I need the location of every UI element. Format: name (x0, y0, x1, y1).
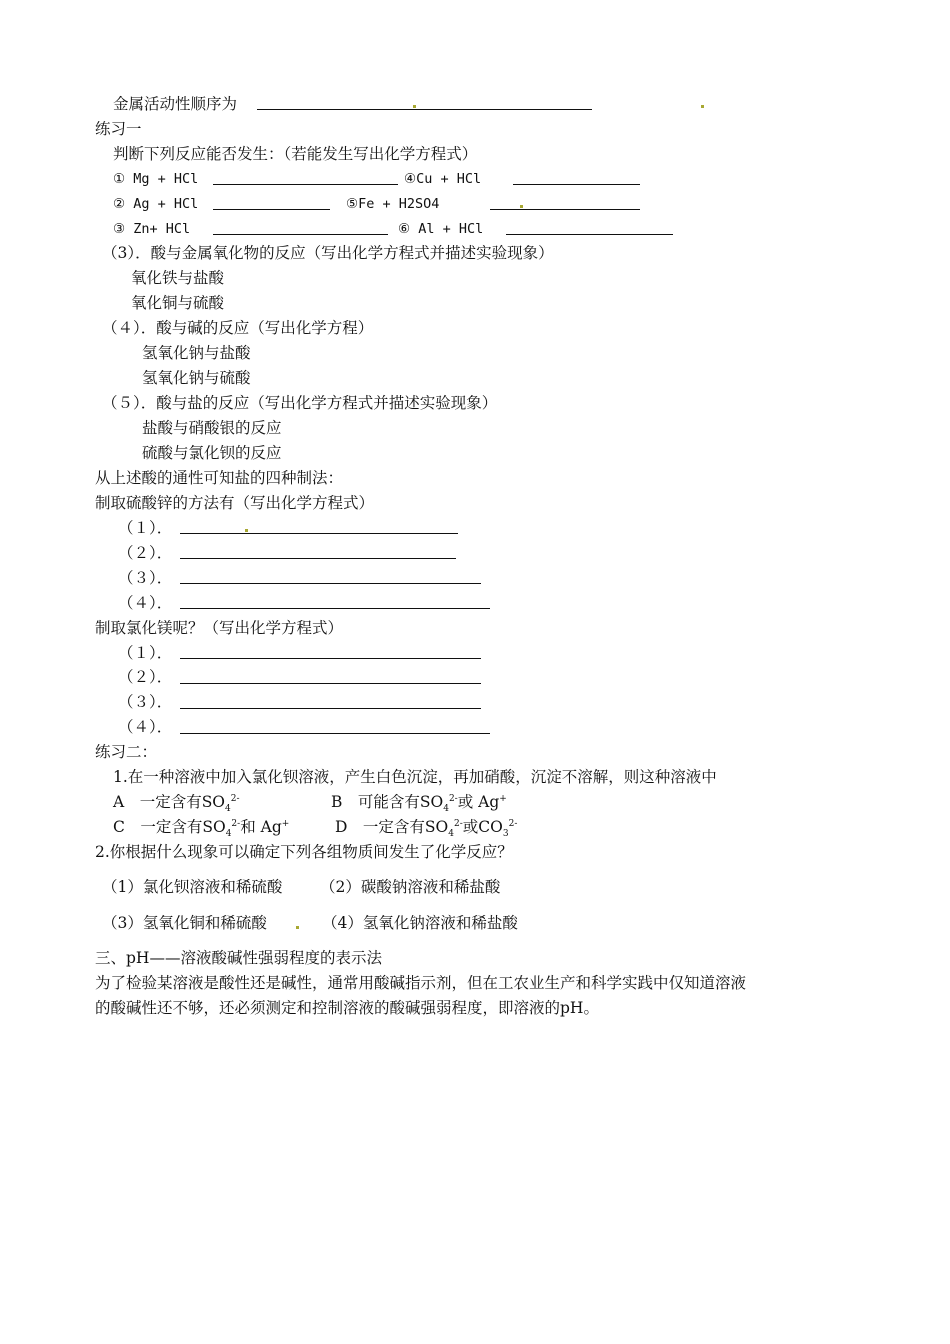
znso4-number: （１）． (118, 519, 173, 537)
answer-blank[interactable] (180, 708, 481, 709)
option-b: B 可能含有$SO_4^{2-}$或 Ag+ (331, 793, 507, 815)
section-3-title: （3）．酸与金属氧化物的反应（写出化学方程式并描述实验现象） (102, 244, 554, 262)
question-2-item: （3）氢氧化铜和稀硫酸 (102, 914, 267, 932)
znso4-title: 制取硫酸锌的方法有（写出化学方程式） (95, 494, 375, 512)
speck-mark (520, 205, 523, 208)
mgcl2-number: （４）． (118, 718, 173, 736)
section-4-title: （４）．酸与碱的反应（写出化学方程） (102, 319, 374, 337)
answer-blank[interactable] (180, 658, 481, 659)
section-4-item: 氢氧化钠与盐酸 (142, 344, 251, 362)
reaction-item: ⑥ Al + HCl (398, 221, 484, 237)
answer-blank[interactable] (213, 184, 398, 185)
znso4-number: （４）． (118, 594, 173, 612)
question-1: 1.在一种溶液中加入氯化钡溶液，产生白色沉淀，再加硝酸，沉淀不溶解，则这种溶液中 (113, 768, 717, 786)
answer-blank[interactable] (180, 733, 490, 734)
answer-blank[interactable] (180, 683, 481, 684)
speck-mark (701, 105, 704, 108)
reaction-item: ④Cu + HCl (404, 171, 482, 187)
section-5-item: 盐酸与硝酸银的反应 (142, 419, 282, 437)
salt-methods-intro: 从上述酸的通性可知盐的四种制法： (95, 469, 344, 487)
reaction-item: ① Mg + HCl (113, 171, 199, 187)
section-4-item: 氢氧化钠与硫酸 (142, 369, 251, 387)
section-3-item: 氧化铁与盐酸 (131, 269, 225, 287)
mgcl2-number: （３）． (118, 693, 173, 711)
speck-mark (413, 105, 416, 108)
answer-blank[interactable] (490, 209, 640, 210)
question-2-item: （2）碳酸钠溶液和稀盐酸 (320, 878, 501, 896)
znso4-number: （２）． (118, 544, 173, 562)
exercise-2-title: 练习二： (95, 743, 158, 761)
question-2-item: （1）氯化钡溶液和稀硫酸 (102, 878, 283, 896)
answer-blank[interactable] (180, 558, 456, 559)
mgcl2-title: 制取氯化镁呢？（写出化学方程式） (95, 619, 344, 637)
question-2: 2.你根据什么现象可以确定下列各组物质间发生了化学反应？ (95, 843, 513, 861)
section-3-item: 氧化铜与硫酸 (131, 294, 225, 312)
speck-mark (296, 926, 299, 929)
ph-section-title: 三、pH——溶液酸碱性强弱程度的表示法 (95, 949, 382, 967)
answer-blank[interactable] (513, 184, 640, 185)
option-c: C 一定含有$SO_4^{2-}$和 Ag+ (113, 818, 290, 840)
mgcl2-number: （２）． (118, 668, 173, 686)
activity-series-label: 金属活动性顺序为 (113, 95, 238, 113)
option-d: D 一定含有$SO_4^{2-}$或$CO_3^{2-}$ (335, 818, 518, 840)
answer-blank[interactable] (180, 608, 490, 609)
speck-mark (245, 529, 248, 532)
answer-blank[interactable] (180, 533, 458, 534)
reaction-item: ③ Zn+ HCl (113, 221, 191, 237)
exercise-1-prompt: 判断下列反应能否发生：（若能发生写出化学方程式） (113, 145, 478, 163)
answer-blank[interactable] (506, 234, 673, 235)
section-5-item: 硫酸与氯化钡的反应 (142, 444, 282, 462)
answer-blank[interactable] (213, 234, 388, 235)
exercise-1-title: 练习一 (95, 120, 142, 138)
ph-paragraph-line: 为了检验某溶液是酸性还是碱性，通常用酸碱指示剂，但在工农业生产和科学实践中仅知道溶液 (95, 974, 747, 992)
answer-blank[interactable] (257, 109, 592, 110)
answer-blank[interactable] (213, 209, 330, 210)
answer-blank[interactable] (180, 583, 481, 584)
mgcl2-number: （１）． (118, 644, 173, 662)
znso4-number: （３）． (118, 569, 173, 587)
question-2-item: （4）氢氧化钠溶液和稀盐酸 (322, 914, 518, 932)
section-5-title: （５）．酸与盐的反应（写出化学方程式并描述实验现象） (102, 394, 498, 412)
option-a: A 一定含有$SO_4^{2-}$ (113, 793, 240, 815)
reaction-item: ② Ag + HCl (113, 196, 199, 212)
reaction-item: ⑤Fe + H2SO4 (346, 196, 440, 212)
ph-paragraph-line: 的酸碱性还不够，还必须测定和控制溶液的酸碱强弱程度，即溶液的pH。 (95, 999, 599, 1017)
